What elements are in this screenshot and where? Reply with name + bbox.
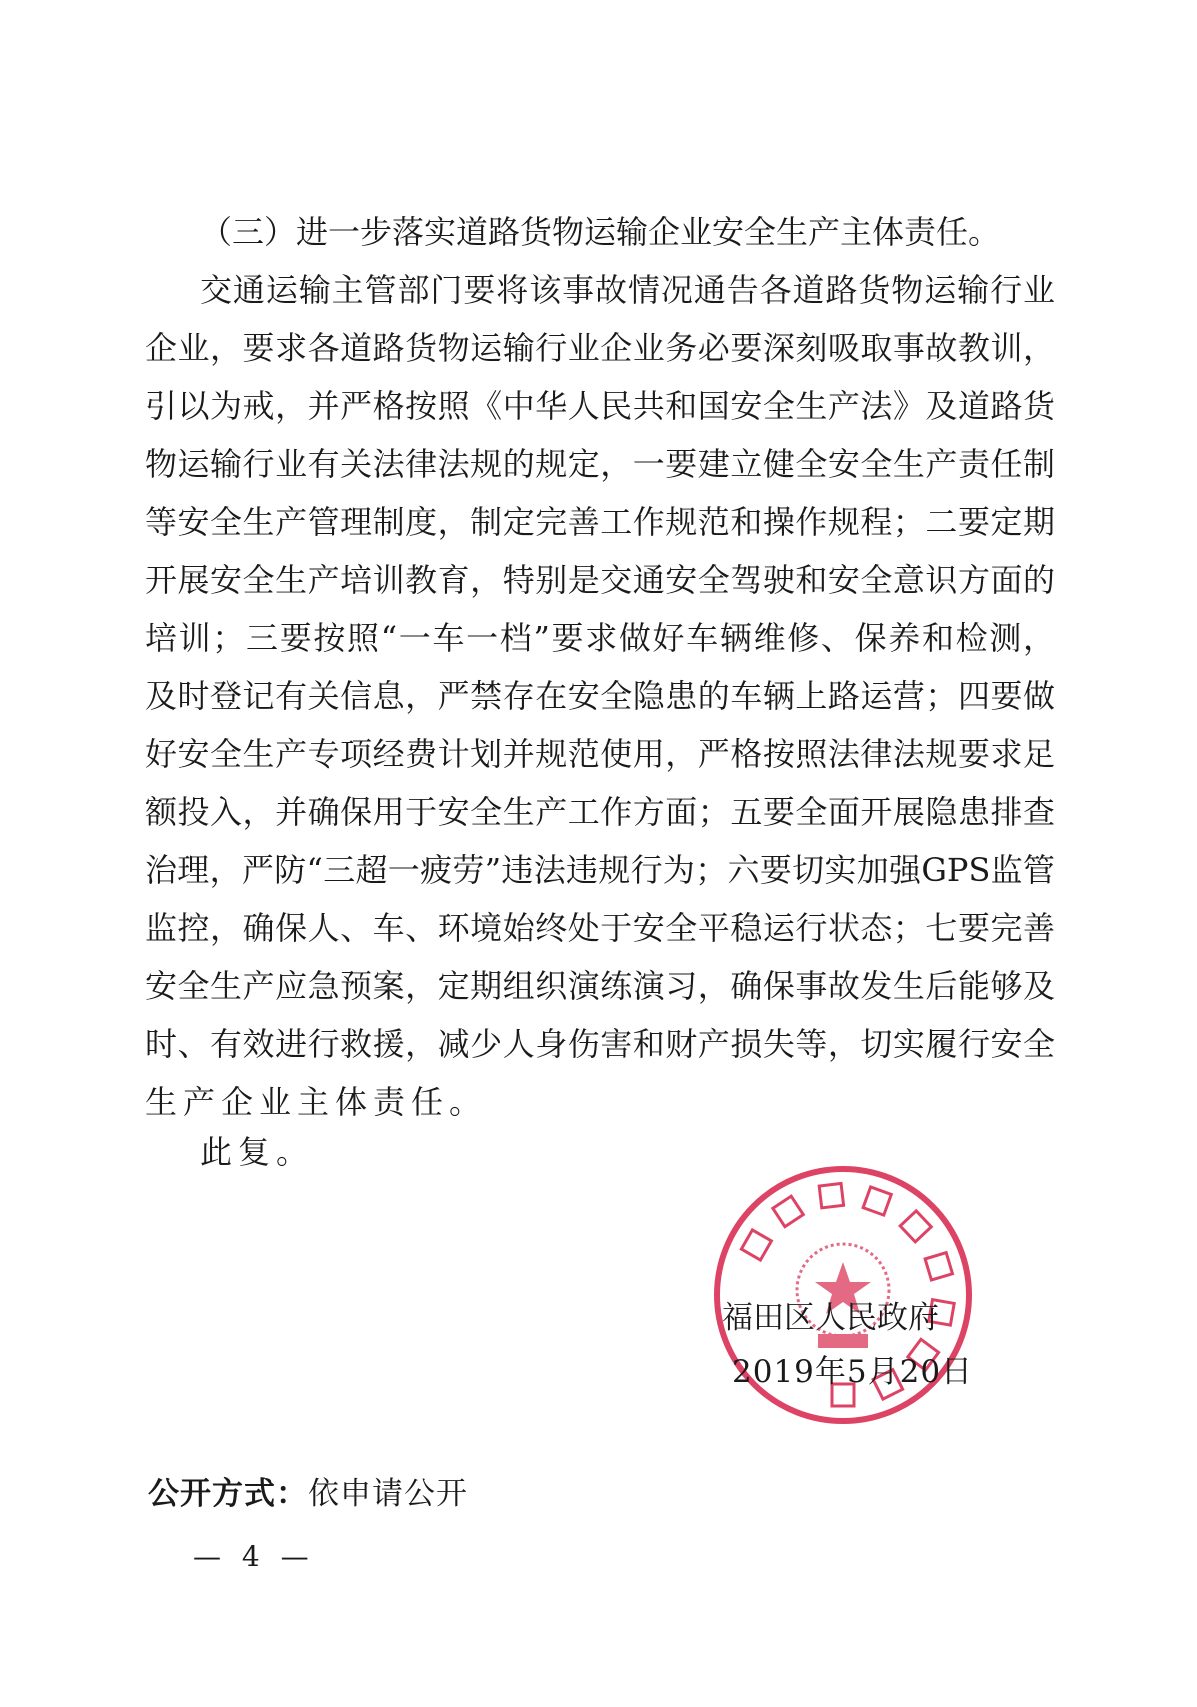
disclosure-value: 依申请公开 [308, 1476, 468, 1512]
seal-glyph-mark [819, 1183, 843, 1207]
paragraph-line: 额投入，并确保用于安全生产工作方面；五要全面开展隐患排查 [145, 793, 1055, 831]
disclosure-method [148, 1468, 468, 1513]
paragraph-line: 等安全生产管理制度，制定完善工作规范和操作规程；二要定期 [145, 503, 1055, 541]
paragraph-line: 生产企业主体责任。 [145, 1083, 488, 1121]
paragraph-line: 治理，严防“三超一疲劳”违法违规行为；六要切实加强GPS监管 [145, 851, 1055, 889]
seal-glyph-mark [863, 1187, 891, 1215]
issue-date: 2019年5月20日 [732, 1354, 974, 1390]
seal-glyph-mark [925, 1253, 952, 1280]
seal-glyph-mark [900, 1211, 931, 1242]
paragraph-line: 时、有效进行救援，减少人身伤害和财产损失等，切实履行安全 [145, 1025, 1055, 1063]
paragraph-line: 物运输行业有关法律法规的规定，一要建立健全安全生产责任制 [145, 445, 1055, 483]
paragraph-line: 安全生产应急预案，定期组织演练演习，确保事故发生后能够及 [145, 967, 1055, 1005]
paragraph-line: 监控，确保人、车、环境始终处于安全平稳运行状态；七要完善 [145, 909, 1055, 947]
paragraph-line: 培训；三要按照“一车一档”要求做好车辆维修、保养和检测， [145, 619, 1055, 657]
seal-glyph-mark [741, 1230, 771, 1260]
section-heading: （三）进一步落实道路货物运输企业安全生产主体责任。 [200, 213, 1001, 251]
disclosure-label: 公开方式： [148, 1476, 308, 1512]
issuer-name: 福田区人民政府 [722, 1300, 939, 1336]
paragraph-line: 企业，要求各道路货物运输行业企业务必要深刻吸取事故教训， [145, 329, 1055, 367]
paragraph-line: 及时登记有关信息，严禁存在安全隐患的车辆上路运营；四要做 [145, 677, 1055, 715]
paragraph-line: 引以为戒，并严格按照《中华人民共和国安全生产法》及道路货 [145, 387, 1055, 425]
closing-text: 此复。 [200, 1133, 315, 1171]
page-number: — 4 — [193, 1540, 315, 1573]
paragraph-line: 交通运输主管部门要将该事故情况通告各道路货物运输行业 [200, 271, 1055, 309]
paragraph-line: 开展安全生产培训教育，特别是交通安全驾驶和安全意识方面的 [145, 561, 1055, 599]
seal-glyph-mark [773, 1196, 803, 1226]
paragraph-line: 好安全生产专项经费计划并规范使用，严格按照法律法规要求足 [145, 735, 1055, 773]
